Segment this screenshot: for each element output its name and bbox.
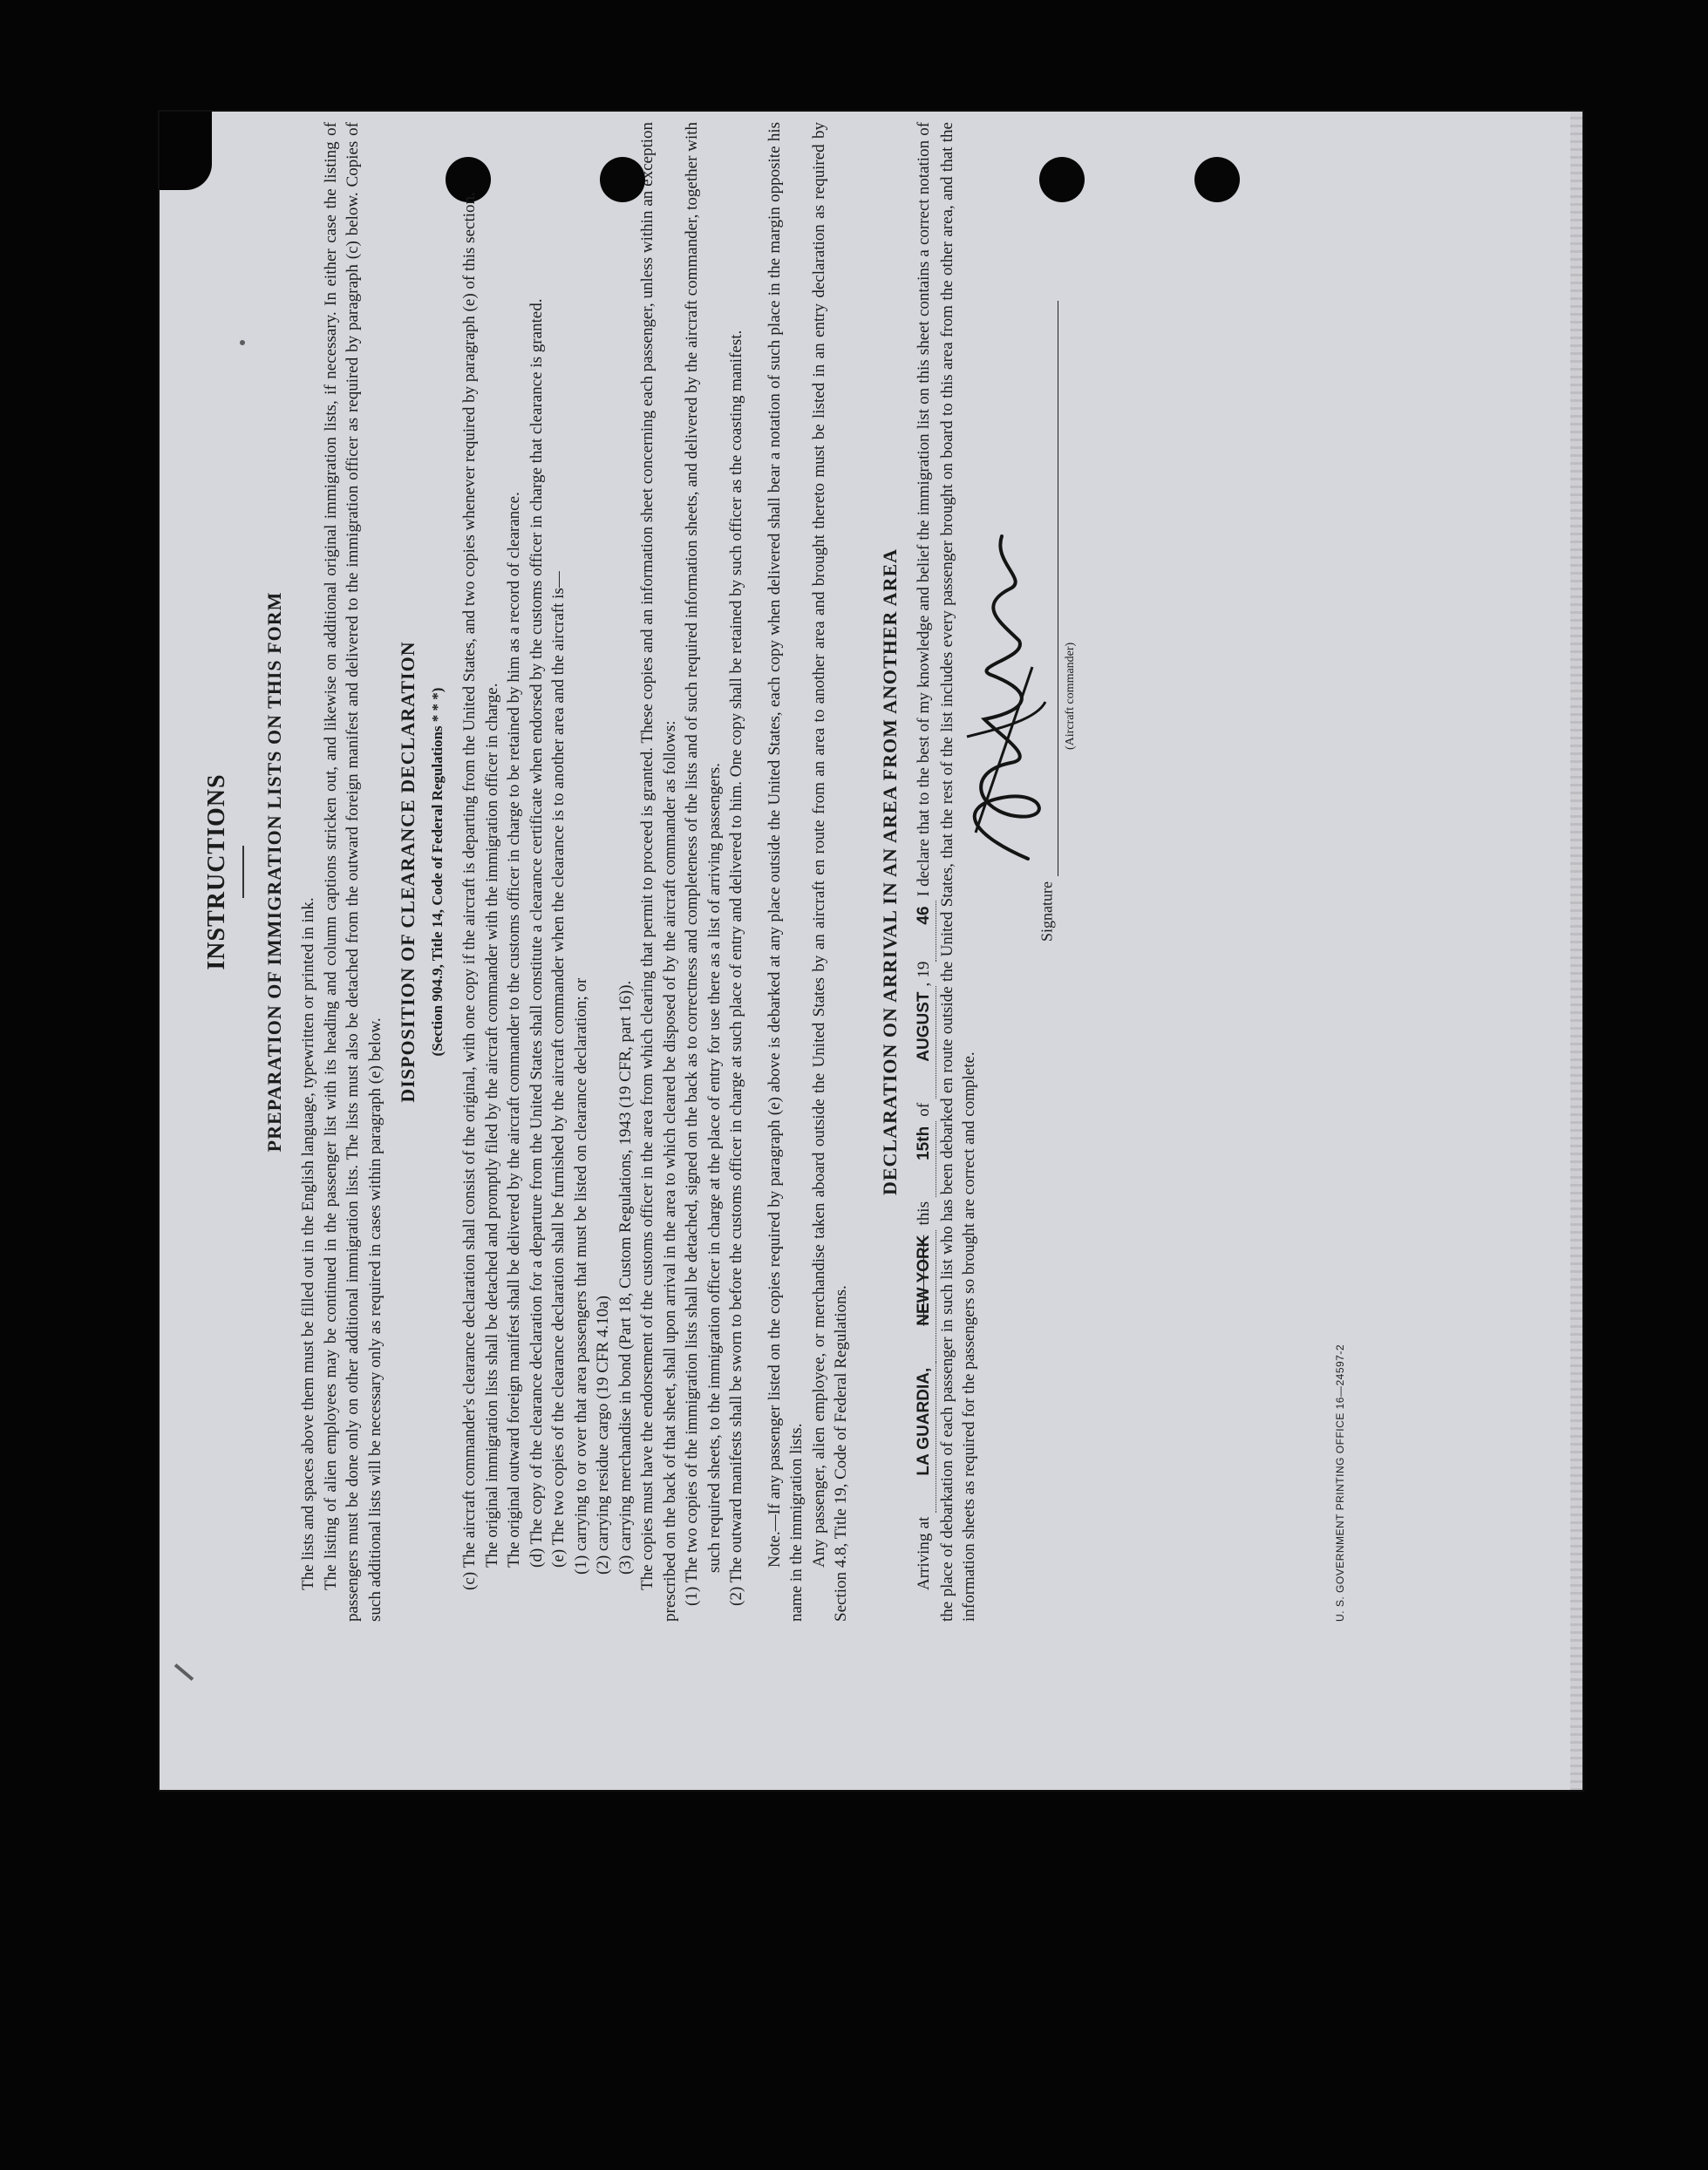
arrival-year-field: 46 bbox=[913, 901, 936, 961]
signature-caption: (Aircraft commander) bbox=[1063, 642, 1077, 750]
section-heading-disposition: DISPOSITION OF CLEARANCE DECLARATION bbox=[397, 641, 418, 1103]
list-item: (2) The outward manifests shall be sworn to before the customs officer in charge at such place of entry and delivered to him. One copy shall be retained by such officer as the coasting manifest. bbox=[727, 330, 745, 1606]
paragraph-e: (e) The two copies of the clearance declaration shall be furnished by the aircraft commander when the clearance is to another area and the aircraft is— bbox=[549, 571, 568, 1568]
paragraph: The listing of alien employees may be continued in the passenger list with its heading and column captions stricken out, and likewise on additional original immigration lists, if necessary. In either case the listing of passengers must be done only on other additional immigration lists. The lists must also be detached from the outward foreign manifest and delivered to the immigration officer as required by paragraph (c) below. Copies of such additional lists will be necessary only as required in cases within paragraph (e) below. bbox=[321, 122, 384, 1622]
declaration-label: Arriving at bbox=[915, 1516, 933, 1590]
arrival-place-field: LA GUARDIA, bbox=[913, 1363, 936, 1513]
section-heading-declaration: DECLARATION ON ARRIVAL IN AN AREA FROM ANOTHER AREA bbox=[878, 548, 901, 1196]
declaration-text: I declare that to the best of my knowledge and belief the immigration list on this sheet contains a correct notation of the place of debarkation of each passenger in such list who has been debarked en route outside the United States, that the rest of the list includes every passenger brought on board to this area from the other area, and that the information sheets as required for the passengers so brought are correct and complete. bbox=[915, 121, 978, 1622]
section-heading-preparation: PREPARATION OF IMMIGRATION LISTS ON THIS FORM bbox=[262, 591, 285, 1153]
page-title: INSTRUCTIONS bbox=[203, 773, 230, 970]
arrival-place-struck-field: NEW YORK bbox=[913, 1230, 936, 1363]
paragraph-d: (d) The copy of the clearance declaration for a departure from the United States shall constitute a clearance certificate when endorsed by the customs officer in charge that clearance is granted. bbox=[527, 298, 546, 1568]
signature-label: Signature bbox=[1038, 881, 1055, 942]
paragraph: The original immigration lists shall be detached and promptly filed by the aircraft commander with the immigration officer in charge. bbox=[482, 683, 501, 1568]
paragraph: The copies must have the endorsement of the customs officer in the area from which clearing that permit to proceed is granted. These copies and an information sheet concerning each passenger, unless within an exception prescribed on the back of that sheet, shall upon arrival in the area to which cleared be disposed of by the aircraft commander as follows: bbox=[638, 122, 679, 1622]
declaration-paragraph: Arriving at LA GUARDIA,NEW YORK this 15th of AUGUST, 1946 I declare that to the best of my knowledge and belief the immigration list on this sheet contains a correct notation of the place of debarkation of each passenger in such list who has been debarked en route outside the United States, that the rest of the list includes every passenger brought on board to this area from the other area, and that the information sheets as required for the passengers so brought are correct and complete. bbox=[915, 121, 978, 1622]
title-rule bbox=[242, 846, 244, 898]
paragraph: The lists and spaces above them must be filled out in the English language, typewritten or printed in ink. bbox=[299, 897, 317, 1590]
declaration-label: of bbox=[915, 1102, 933, 1117]
declaration-label: this bbox=[915, 1201, 933, 1226]
section-subheading: (Section 904.9, Title 14, Code of Federal Regulations * * *) bbox=[428, 687, 446, 1057]
signature-line bbox=[1005, 301, 1058, 876]
note: Note.—If any passenger listed on the copies required by paragraph (e) above is debarked at any place outside the United States, each copy when delivered shall bear a notation of such place in the margin opposite his name in the immigration lists. bbox=[765, 122, 806, 1622]
paragraph: The original outward foreign manifest shall be delivered by the aircraft commander to the customs officer in charge to be retained by him as a record of clearance. bbox=[505, 492, 523, 1568]
perforated-edge bbox=[1570, 112, 1582, 1790]
arrival-day-field: 15th bbox=[913, 1121, 936, 1197]
list-item: (3) carrying merchandise in bond (Part 18, Custom Regulations, 1943 (19 CFR, part 16)). bbox=[616, 980, 635, 1575]
rotated-form-content bbox=[201, 122, 1351, 1622]
list-item: (1) The two copies of the immigration lists shall be detached, signed on the back as to correctness and completeness of the lists and of such required information sheets, and delivered by the aircraft commander, together with such required sheets, to the immigration officer in charge at the place of entry for use there as a list of arriving passengers. bbox=[683, 122, 724, 1606]
paragraph-c: (c) The aircraft commander's clearance declaration shall consist of the original, with one copy if the aircraft is departing from the United States, and two copies whenever required by paragraph (e) of this section. bbox=[460, 192, 479, 1590]
list-item: (2) carrying residue cargo (19 CFR 4.10a) bbox=[594, 1296, 612, 1575]
note: Any passenger, alien employee, or merchandise taken aboard outside the United States by an aircraft en route from an area to another area and brought thereto must be listed in an entry declaration as required by Section 4.8, Title 19, Code of Federal Regulations. bbox=[809, 122, 850, 1622]
list-item: (1) carrying to or over that area passengers that must be listed on clearance declaration; or bbox=[571, 977, 590, 1575]
arrival-month-field: AUGUST bbox=[913, 987, 936, 1099]
handwritten-signature-icon bbox=[949, 501, 1063, 867]
declaration-label: 19 bbox=[915, 961, 933, 978]
printer-imprint: U. S. GOVERNMENT PRINTING OFFICE 16—24597-2 bbox=[1333, 1343, 1346, 1622]
signature-block bbox=[1005, 122, 1077, 1622]
